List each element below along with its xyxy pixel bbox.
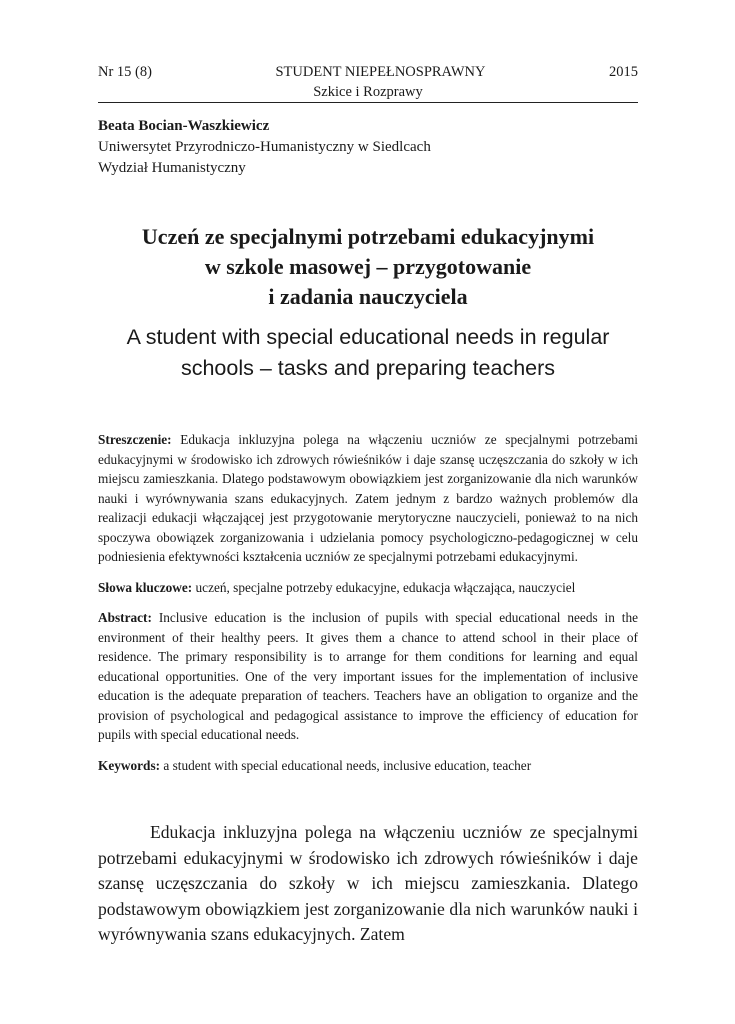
author-name: Beata Bocian-Waszkiewicz [98,118,270,134]
abstracts-section [98,430,638,786]
author-faculty: Wydział Humanistyczny [98,160,246,176]
body-paragraph: Edukacja inkluzyjna polega na włączeniu uczniów ze specjalnymi potrzebami edukacyjnymi w środowisko ich zdrowych rówieśników i daje szansę uczęszczania do szkoły w ich miejscu zamieszkania. Dlatego podstawowym obowiązkiem jest zorganizowanie dla nich warunków nauki i wyrównywania szans edukacyjnych. Zatem [98,822,638,944]
streszczenie-label: Streszczenie: [98,432,172,447]
slowa-kluczowe-text: uczeń, specjalne potrzeby edukacyjne, edukacja włączająca, nauczyciel [195,579,576,595]
journal-subtitle: Szkice i Rozprawy [313,84,423,100]
abstract-paragraph [98,608,638,745]
slowa-kluczowe-paragraph [98,578,638,598]
abstract-text: Inclusive education is the inclusion of pupils with special educational needs in the environment of their healthy peers. It gives them a chance to attend school in their place of residence. The primary responsibility is to arrange for them conditions for learning and equal educational opportunities. One of the very important issues for the implementation of inclusive education is the adequate preparation of teachers. Teachers have an obligation to organize and the provision of psychological and pedagogical assistance to improve the efficiency of education for pupils with special educational needs. [98,610,638,742]
header-divider [98,102,638,103]
streszczenie-text: Edukacja inkluzyjna polega na włączeniu uczniów ze specjalnymi potrzebami edukacyjnymi w środowisko ich zdrowych rówieśników i daje szansę uczęszczania do szkoły w ich miejscu zamieszkania. Dlatego podstawowym obowiązkiem jest zorganizowanie dla nich warunków nauki i wyrównywania szans edukacyjnych. Zatem jednym z bardzo ważnych problemów dla realizacji edukacji włączającej jest przygotowanie merytoryczne nauczycieli, ponieważ to na nich spoczywa obowiązek zorganizowania i udzielania pomocy psychologiczno-pedagogicznej w celu podniesienia efektywności kształcenia uczniów ze specjalnymi potrzebami edukacyjnymi. [98,432,638,564]
journal-title: STUDENT NIEPEŁNOSPRAWNY [275,64,486,80]
author-block [98,116,638,179]
title-english-line: A student with special educational needs in regular [126,325,610,349]
title-polish-line: w szkole masowej – przygotowanie [204,254,532,279]
slowa-kluczowe-label: Słowa kluczowe: [98,579,193,595]
running-header [98,62,638,102]
issue-number: Nr 15 (8) [98,64,152,80]
title-english [98,322,638,384]
title-polish [98,222,638,312]
body-text [98,820,638,948]
title-english-line: schools – tasks and preparing teachers [180,356,556,380]
keywords-paragraph [98,756,638,776]
publication-year: 2015 [609,64,638,80]
author-university: Uniwersytet Przyrodniczo-Humanistyczny w Siedlcach [98,139,431,155]
keywords-label: Keywords: [98,757,161,773]
title-polish-line: Uczeń ze specjalnymi potrzebami edukacyjnymi [141,224,595,249]
keywords-text: a student with special educational needs, inclusive education, teacher [163,757,532,773]
streszczenie-paragraph [98,430,638,567]
title-polish-line: i zadania nauczyciela [268,284,468,309]
abstract-label: Abstract: [98,610,152,625]
